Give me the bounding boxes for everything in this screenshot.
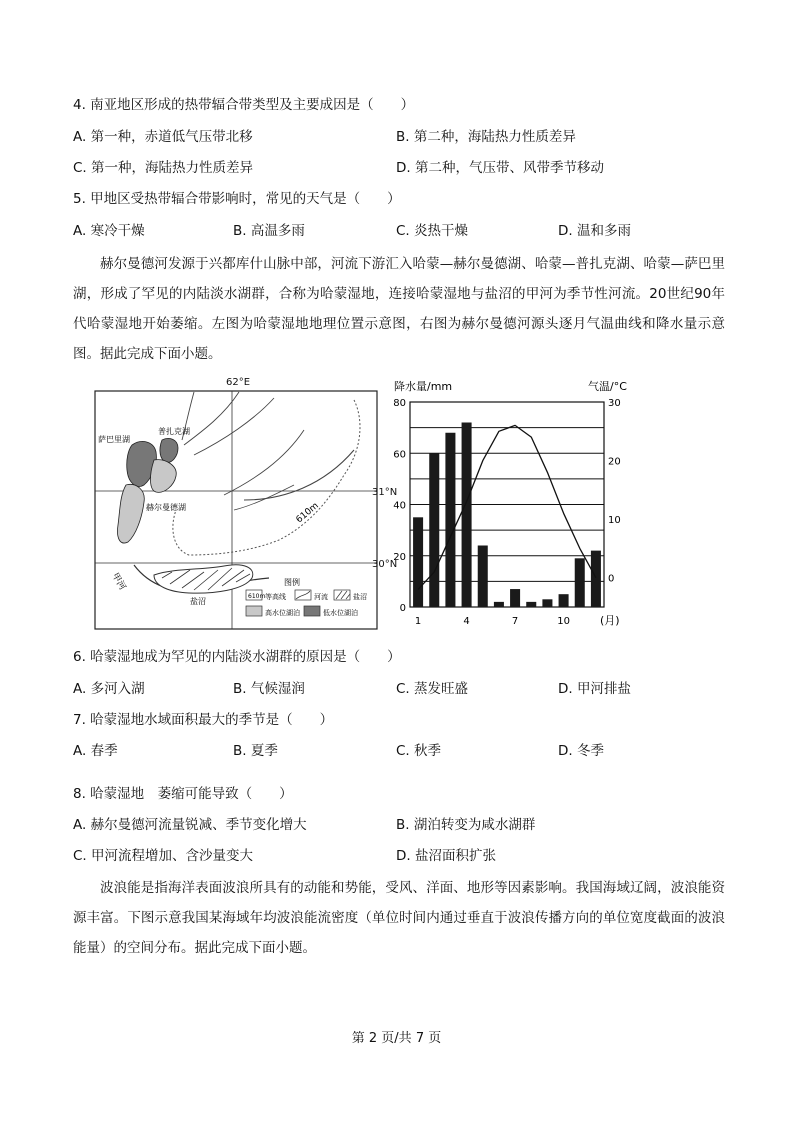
q8-stem: 8. 哈蒙湿地 萎缩可能导致（ ） — [73, 786, 293, 802]
chart-ytick-60: 60 — [393, 449, 406, 461]
chart-xtick-4: 4 — [463, 616, 470, 627]
q5-stem: 5. 甲地区受热带辐合带影响时，常见的天气是（ ） — [73, 191, 401, 207]
chart-y2tick-0: 0 — [608, 573, 615, 585]
q5-option-c: C. 炎热干燥 — [396, 223, 469, 239]
chart-bar-month-9 — [542, 599, 552, 607]
chart-bar-month-7 — [510, 589, 520, 607]
chart-bar-month-8 — [526, 602, 536, 607]
map-label-30n: 30°N — [372, 559, 398, 570]
climate-chart — [382, 378, 644, 636]
chart-bar-month-6 — [494, 602, 504, 607]
q6-option-b: B. 气候湿润 — [233, 681, 305, 697]
chart-bar-month-11 — [575, 558, 585, 607]
chart-y2tick-10: 10 — [608, 515, 621, 527]
q5-option-d: D. 温和多雨 — [558, 223, 631, 239]
chart-ytick-0: 0 — [399, 603, 406, 614]
legend-contour-label: 等高线 — [265, 593, 286, 601]
label-jia-river: 甲河 — [109, 571, 128, 593]
map-svg — [94, 390, 379, 630]
q8-option-c: C. 甲河流程增加、含沙量变大 — [73, 848, 254, 864]
legend-high-water-label: 高水位湖泊 — [265, 609, 300, 617]
q5-option-b: B. 高温多雨 — [233, 223, 305, 239]
legend-river-label: 河流 — [314, 593, 328, 601]
chart-bar-month-4 — [462, 423, 472, 608]
q6-stem: 6. 哈蒙湿地成为罕见的内陆淡水湖群的原因是（ ） — [73, 649, 401, 665]
map-label-62e: 62°E — [226, 377, 251, 388]
hamun-wetland-map — [94, 390, 379, 630]
q6-option-d: D. 甲河排盐 — [558, 681, 631, 697]
chart-y2tick-30: 30 — [608, 398, 621, 409]
q7-option-a: A. 春季 — [73, 743, 118, 759]
climate-chart-svg — [382, 378, 644, 636]
chart-y2label: 气温/°C — [588, 380, 627, 393]
chart-xtick-7: 7 — [511, 616, 519, 627]
chart-bar-month-5 — [478, 546, 488, 608]
chart-bar-month-10 — [559, 594, 569, 607]
q5-option-a: A. 寒冷干燥 — [73, 223, 145, 239]
legend-low-water-swatch — [304, 606, 320, 616]
chart-y2tick-20: 20 — [608, 456, 621, 468]
q6-option-a: A. 多河入湖 — [73, 681, 145, 697]
legend-title: 图例 — [284, 578, 300, 587]
q4-stem: 4. 南亚地区形成的热带辐合带类型及主要成因是（ ） — [73, 97, 415, 113]
legend-low-water-label: 低水位湖泊 — [323, 609, 358, 617]
chart-ylabel: 降水量/mm — [394, 380, 453, 393]
chart-bar-month-2 — [429, 453, 439, 607]
page-footer: 第 2 页/共 7 页 — [351, 1031, 442, 1046]
q8-option-b: B. 湖泊转变为咸水湖群 — [396, 817, 536, 833]
q8-option-a: A. 赫尔曼德河流量锐减、季节变化增大 — [73, 817, 307, 833]
q8-option-d: D. 盐沼面积扩张 — [396, 848, 496, 864]
label-puzak-lake: 普扎克湖 — [158, 427, 190, 436]
q7-option-c: C. 秋季 — [396, 743, 442, 759]
map-label-31n: 31°N — [372, 487, 398, 498]
q4-option-c: C. 第一种，海陆热力性质差异 — [73, 160, 254, 176]
q4-option-b: B. 第二种，海陆热力性质差异 — [396, 129, 576, 145]
q6-option-c: C. 蒸发旺盛 — [396, 681, 469, 697]
passage-hamun-wetland: 赫尔曼德河发源于兴都库什山脉中部，河流下游汇入哈蒙—赫尔曼德湖、哈蒙—普扎克湖、哈蒙—萨巴里湖，形成了罕见的内陆淡水湖群，合称为哈蒙湿地，连接哈蒙湿地与盐沼的甲河为季节性河流。20世纪90年代哈蒙湿地开始萎缩。左图为哈蒙湿地地理位置示意图，右图为赫尔曼德河源头逐月气温曲线和降水量示意图。据此完成下面小题。 — [73, 256, 725, 362]
label-sabari-lake: 萨巴里湖 — [98, 435, 130, 444]
q7-option-d: D. 冬季 — [558, 743, 604, 759]
chart-xlabel: (月) — [600, 614, 620, 627]
label-salt-marsh: 盐沼 — [190, 597, 206, 606]
legend-salt-label: 盐沼 — [353, 593, 367, 601]
q4-option-d: D. 第二种，气压带、风带季节移动 — [396, 160, 604, 176]
chart-xtick-1: 1 — [414, 616, 422, 627]
q4-option-a: A. 第一种，赤道低气压带北移 — [73, 129, 253, 145]
chart-temperature-line — [418, 425, 596, 589]
chart-ytick-80: 80 — [393, 398, 406, 409]
chart-ytick-40: 40 — [393, 500, 406, 512]
chart-xtick-10: 10 — [557, 616, 570, 627]
legend-contour-sample: 610m — [248, 593, 266, 600]
label-helmand-lake: 赫尔曼德湖 — [146, 503, 186, 512]
legend-high-water-swatch — [246, 606, 262, 616]
q7-stem: 7. 哈蒙湿地水域面积最大的季节是（ ） — [73, 712, 334, 728]
chart-bar-month-12 — [591, 551, 601, 607]
chart-ytick-20: 20 — [393, 551, 406, 563]
q7-option-b: B. 夏季 — [233, 743, 278, 759]
chart-bar-month-1 — [413, 517, 423, 607]
chart-bar-month-3 — [445, 433, 455, 607]
passage-wave-energy: 波浪能是指海洋表面波浪所具有的动能和势能，受风、洋面、地形等因素影响。我国海域辽阔，波浪能资源丰富。下图示意我国某海域年均波浪能流密度（单位时间内通过垂直于波浪传播方向的单位宽度截面的波浪能量）的空间分布。据此完成下面小题。 — [73, 880, 725, 956]
label-contour-610m: 610m — [294, 500, 321, 526]
